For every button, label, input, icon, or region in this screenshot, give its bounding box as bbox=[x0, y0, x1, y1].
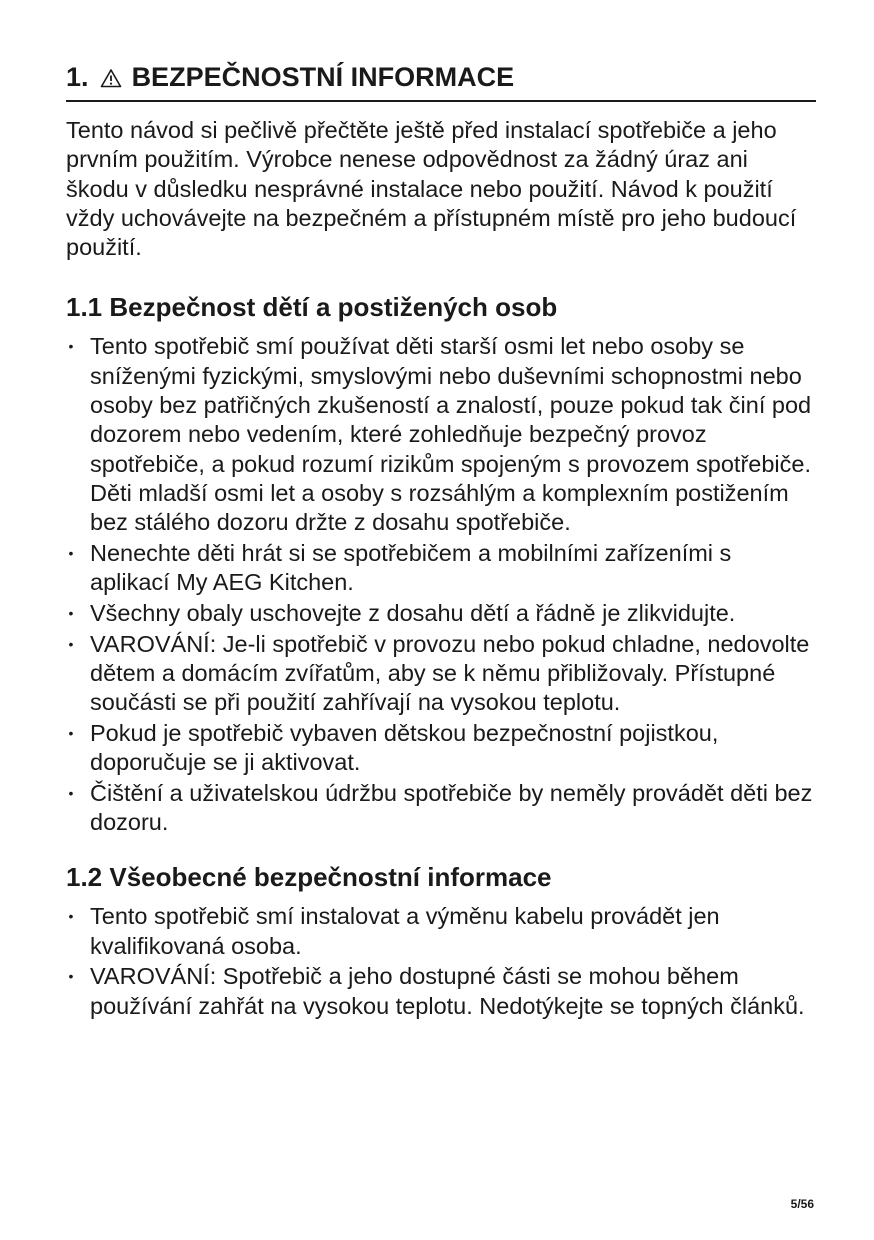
bullet-icon: • bbox=[68, 544, 74, 561]
warning-triangle-icon bbox=[100, 62, 122, 96]
list-item: • VAROVÁNÍ: Je-li spotřebič v provozu nebo pokud chladne, nedovolte dětem a domácím zvířatům, aby se k němu přibližovaly. Přístupné součásti se při použití zahřívají na vysokou teplotu. bbox=[66, 630, 816, 718]
heading-number: 1. bbox=[66, 62, 89, 92]
intro-paragraph: Tento návod si pečlivě přečtěte ještě před instalací spotřebiče a jeho prvním použitím. Výrobce nenese odpovědnost za žádný úraz ani škodu v důsledku nesprávné instalace nebo použití. Návod k použití vždy uchovávejte na bezpečném a přístupném místě pro jeho budoucí použití. bbox=[66, 117, 797, 261]
bullet-icon: • bbox=[68, 635, 74, 652]
list-item: • Nenechte děti hrát si se spotřebičem a mobilními zařízeními s aplikací My AEG Kitchen. bbox=[66, 539, 816, 598]
bullet-icon: • bbox=[68, 908, 74, 925]
bullet-icon: • bbox=[68, 338, 74, 355]
list-item: • Tento spotřebič smí instalovat a výměnu kabelu provádět jen kvalifikovaná osoba. bbox=[66, 902, 816, 961]
bullet-icon: • bbox=[68, 724, 74, 741]
general-safety-list bbox=[66, 902, 816, 1021]
bullet-icon: • bbox=[68, 784, 74, 801]
main-heading bbox=[66, 60, 816, 102]
list-item: • VAROVÁNÍ: Spotřebič a jeho dostupné části se mohou během používání zahřát na vysokou teplotu. Nedotýkejte se topných článků. bbox=[66, 962, 816, 1021]
list-item: • Čištění a uživatelskou údržbu spotřebiče by neměly provádět děti bez dozoru. bbox=[66, 779, 816, 838]
list-item: • Všechny obaly uschovejte z dosahu dětí a řádně je zlikvidujte. bbox=[66, 599, 816, 628]
section-heading-child-safety: 1.1 Bezpečnost dětí a postižených osob bbox=[66, 292, 558, 323]
child-safety-list bbox=[66, 332, 816, 837]
list-item: • Tento spotřebič smí používat děti starší osmi let nebo osoby se sníženými fyzickými, smyslovými nebo duševními schopnostmi nebo osoby bez patřičných zkušeností a znalostí, pouze pokud tak činí pod dozorem nebo vedením, které zohledňuje bezpečný provoz spotřebiče, a pokud rozumí rizikům spojeným s provozem spotřebiče. Děti mladší osmi let a osoby s rozsáhlým a komplexním postižením bez stálého dozoru držte z dosahu spotřebiče. bbox=[66, 332, 816, 537]
section-heading-general-safety: 1.2 Všeobecné bezpečnostní informace bbox=[66, 862, 552, 893]
page-number: 5/56 bbox=[790, 1197, 814, 1211]
bullet-icon: • bbox=[68, 604, 74, 621]
document-page bbox=[66, 60, 816, 1022]
heading-title: BEZPEČNOSTNÍ INFORMACE bbox=[131, 62, 515, 92]
bullet-icon: • bbox=[68, 968, 74, 985]
list-item: • Pokud je spotřebič vybaven dětskou bezpečnostní pojistkou, doporučuje se ji aktivovat. bbox=[66, 719, 816, 778]
